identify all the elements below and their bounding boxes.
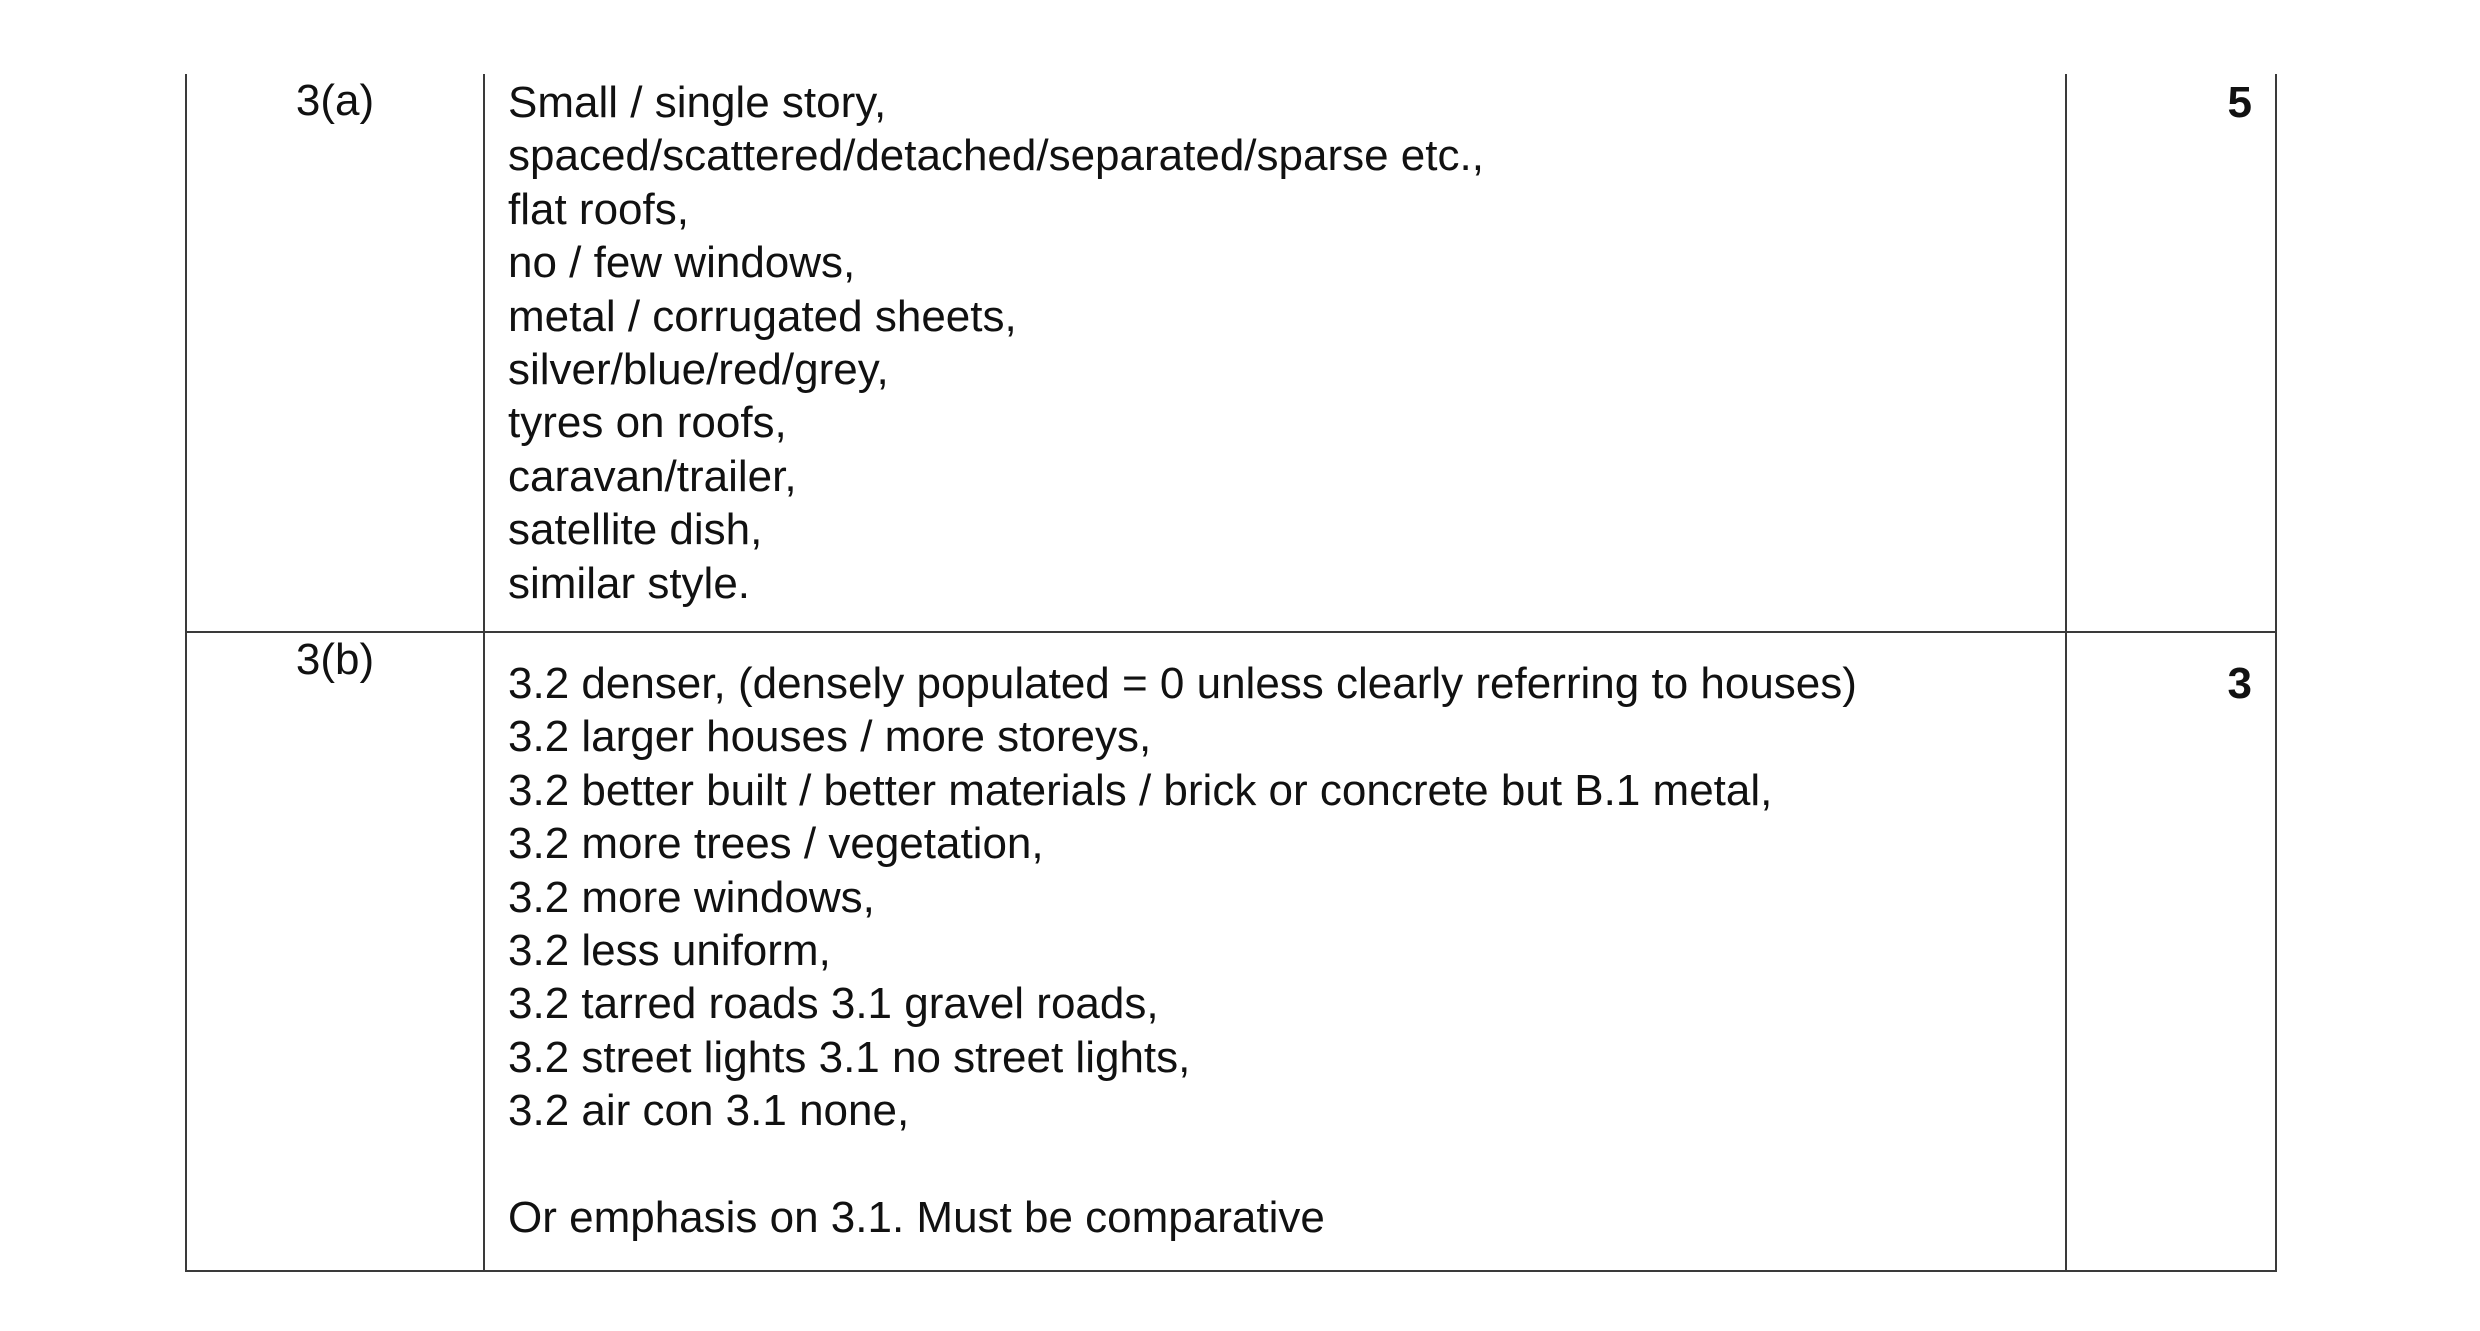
- answer-line: caravan/trailer,: [508, 451, 797, 501]
- question-number: 3(b): [295, 635, 375, 684]
- answer-line: flat roofs,: [508, 184, 689, 234]
- answer-line: Small / single story,: [508, 78, 887, 127]
- answer-cell: [484, 632, 2066, 1271]
- answer-line: satellite dish,: [508, 505, 763, 555]
- answer-line: 3.2 larger houses / more storeys,: [508, 712, 1152, 762]
- marks-value: 3: [2227, 659, 2252, 708]
- answer-cell: [484, 74, 2066, 632]
- marks-cell: [2066, 632, 2276, 1271]
- answer-line: 3.2 street lights 3.1 no street lights,: [508, 1032, 1191, 1082]
- question-cell: [186, 74, 484, 632]
- answer-line: tyres on roofs,: [508, 398, 787, 448]
- answer-line: silver/blue/red/grey,: [508, 345, 889, 395]
- answer-line: 3.2 less uniform,: [508, 926, 831, 976]
- mark-scheme-table: [185, 74, 2277, 1272]
- answer-line: 3.2 air con 3.1 none,: [508, 1086, 910, 1136]
- question-cell: [186, 632, 484, 1271]
- answer-line: 3.2 more windows,: [508, 872, 875, 922]
- table-row: [186, 74, 2276, 632]
- marks-value: 5: [2227, 78, 2252, 127]
- answer-note: Or emphasis on 3.1. Must be comparative: [508, 1193, 1325, 1243]
- marks-cell: [2066, 74, 2276, 632]
- table-row: [186, 632, 2276, 1271]
- answer-line: no / few windows,: [508, 238, 856, 288]
- answer-line: metal / corrugated sheets,: [508, 291, 1017, 341]
- answer-line: 3.2 better built / better materials / brick or concrete but B.1 metal,: [508, 765, 1773, 815]
- question-number: 3(a): [295, 76, 375, 125]
- answer-line: 3.2 denser, (densely populated = 0 unless clearly referring to houses): [508, 659, 1857, 708]
- answer-line: 3.2 more trees / vegetation,: [508, 819, 1044, 869]
- answer-line: similar style.: [508, 558, 751, 608]
- answer-line: 3.2 tarred roads 3.1 gravel roads,: [508, 979, 1159, 1029]
- answer-line: spaced/scattered/detached/separated/sparse etc.,: [508, 131, 1484, 181]
- line-gap: [508, 1138, 2065, 1191]
